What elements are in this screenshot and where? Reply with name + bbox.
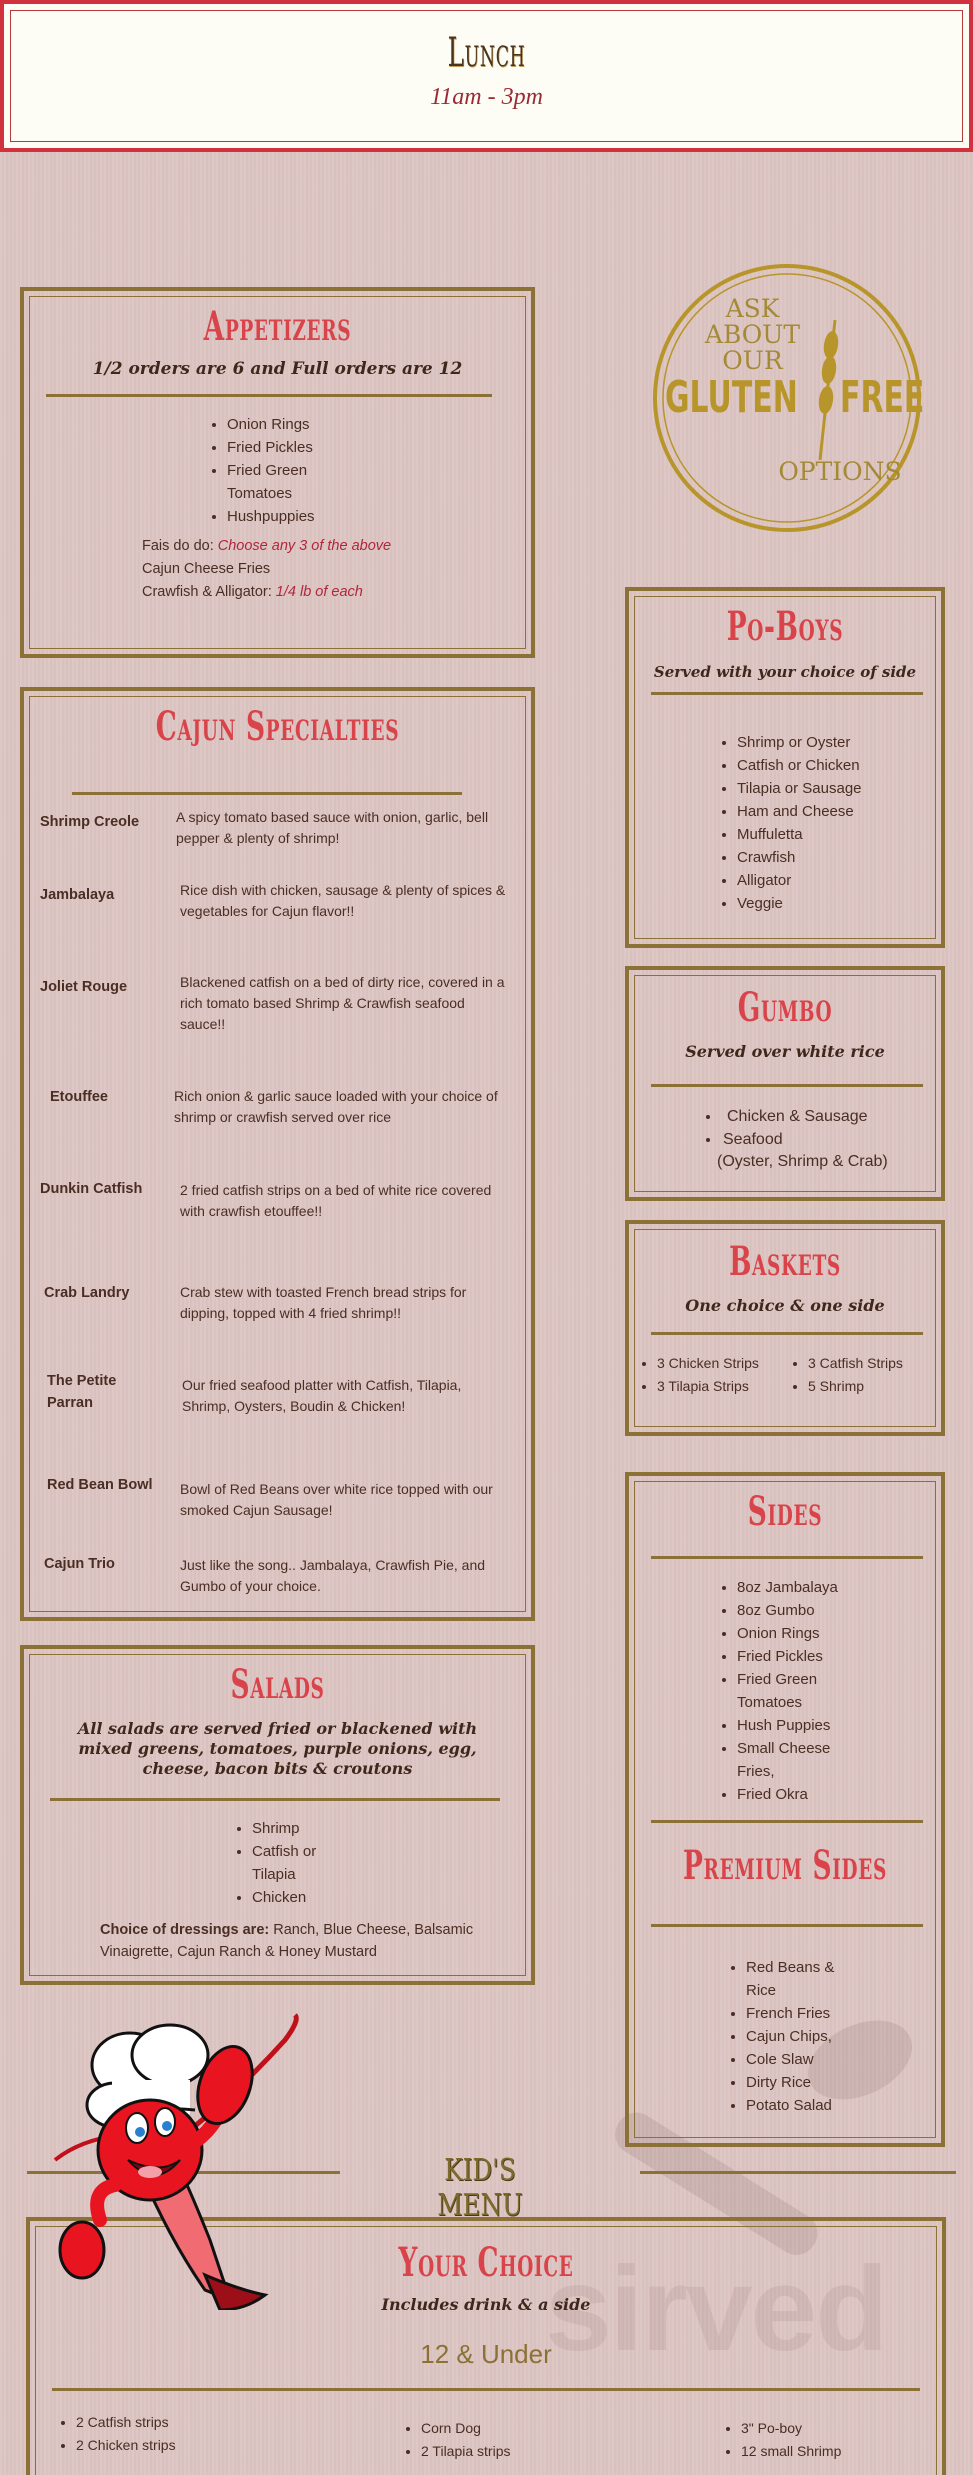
- cajun-specialties-section: [20, 687, 535, 1621]
- list-item: • Fried Green Tomatoes: [737, 1668, 839, 1714]
- kids-menu-heading: KID'S MENU: [437, 2153, 523, 2223]
- item-label: Crawfish & Alligator:: [142, 584, 276, 600]
- section-title: Sides: [747, 1488, 823, 1535]
- appetizers-section: [20, 287, 535, 658]
- baskets-list-col2: [790, 1352, 940, 1398]
- divider: [46, 394, 492, 397]
- divider: [651, 1084, 923, 1087]
- list-item: • Onion Rings: [227, 413, 319, 436]
- badge-line-about: ABOUT: [704, 320, 801, 349]
- dish-name: Cajun Trio: [44, 1556, 115, 1572]
- divider: [50, 1798, 500, 1801]
- list-item: • 8oz Gumbo: [737, 1599, 839, 1622]
- badge-word-gluten: GLUTEN: [665, 372, 798, 423]
- dressings-label: Choice of dressings are:: [100, 1922, 270, 1938]
- gluten-free-badge: [645, 250, 930, 545]
- dish-name: The Petite Parran: [47, 1373, 117, 1411]
- list-item: • 3 Tilapia Strips: [657, 1375, 789, 1398]
- item-note: 1/4 lb of each: [275, 584, 363, 600]
- dish-description: Rice dish with chicken, sausage & plenty of spices & vegetables for Cajun flavor!!: [180, 882, 506, 919]
- sides-list: [719, 1576, 839, 1806]
- list-item: • Cajun Chips,: [746, 2025, 838, 2048]
- list-item: • Onion Rings: [737, 1622, 839, 1645]
- item-label: Chicken & Sausage: [727, 1108, 868, 1125]
- list-item: • Alligator: [737, 869, 899, 892]
- list-item: • 3" Po-boy: [741, 2417, 923, 2440]
- wheat-icon: [817, 320, 840, 460]
- page-title: Lunch: [447, 30, 526, 76]
- list-item: • Fried Pickles: [227, 436, 319, 459]
- dish-name: Red Bean Bowl: [47, 1477, 153, 1493]
- dish-description: Rich onion & garlic sauce loaded with your choice of shrimp or crawfish served over rice: [174, 1088, 498, 1125]
- list-item: • 8oz Jambalaya: [737, 1576, 839, 1599]
- list-item: • Hush Puppies: [737, 1714, 839, 1737]
- item-label: Fais do do:: [142, 538, 218, 554]
- kids-list-col3: [723, 2417, 923, 2463]
- section-title: Cajun Specialties: [155, 703, 400, 750]
- premium-sides-list: [728, 1956, 838, 2117]
- dressings-list: Ranch, Blue Cheese, Balsamic Vinaigrette, Cajun Ranch & Honey Mustard: [100, 1922, 474, 1960]
- divider: [52, 2388, 920, 2391]
- list-item: • Small Cheese Fries,: [737, 1737, 839, 1783]
- salad-list: [234, 1817, 334, 1909]
- section-title: Po-Boys: [726, 603, 844, 650]
- dressings-text: [100, 1919, 480, 1963]
- salads-section: [20, 1645, 535, 1985]
- section-subtitle: Served over white rice: [685, 1042, 885, 1061]
- list-item: • Veggie: [737, 892, 899, 915]
- list-item: • Fried Okra: [737, 1783, 839, 1806]
- list-item: • French Fries: [746, 2002, 838, 2025]
- badge-word-free: FREE: [840, 372, 925, 423]
- watermark: sirved: [545, 2242, 887, 2376]
- list-item: • Muffuletta: [737, 823, 899, 846]
- section-title: Salads: [230, 1661, 325, 1708]
- kids-divider-right: [640, 2171, 956, 2174]
- dish-name: Jambalaya: [40, 887, 115, 903]
- divider: [651, 1332, 923, 1335]
- crawfish-chef-mascot-icon: [40, 2010, 330, 2310]
- kids-list-col1: [58, 2411, 258, 2457]
- list-item: [721, 1128, 903, 1151]
- section-subtitle: One choice & one side: [685, 1296, 885, 1315]
- section-subtitle: Includes drink & a side: [381, 2295, 591, 2314]
- list-item: • Tilapia or Sausage: [737, 777, 899, 800]
- section-title: Baskets: [729, 1238, 841, 1285]
- list-item: • Dirty Rice: [746, 2071, 838, 2094]
- list-item: • 3 Chicken Strips: [657, 1352, 789, 1375]
- divider: [651, 1820, 923, 1823]
- section-title: Appetizers: [203, 303, 352, 350]
- dish-description: Our fried seafood platter with Catfish, Tilapia, Shrimp, Oysters, Boudin & Chicken!: [182, 1377, 462, 1414]
- lunch-header: [0, 0, 973, 152]
- item-label: Cajun Cheese Fries: [142, 561, 271, 577]
- dish-description: Just like the song.. Jambalaya, Crawfish Pie, and Gumbo of your choice.: [180, 1557, 486, 1594]
- fais-do-do-line: [142, 535, 391, 557]
- list-item: • Fried Green Tomatoes: [227, 459, 319, 505]
- list-item: • Potato Salad: [746, 2094, 838, 2117]
- baskets-list-col1: [639, 1352, 789, 1398]
- cheese-fries-line: [142, 558, 270, 580]
- list-item: • Fried Pickles: [737, 1645, 839, 1668]
- list-item: • 3 Catfish Strips: [808, 1352, 940, 1375]
- item-label: Seafood: [723, 1131, 783, 1148]
- kids-age-limit: 12 & Under: [420, 2339, 552, 2369]
- list-item: • Cole Slaw: [746, 2048, 838, 2071]
- item-note: Choose any 3 of the above: [217, 538, 392, 554]
- divider: [72, 792, 462, 795]
- list-item: [721, 1105, 903, 1128]
- dish-name: Shrimp Creole: [40, 814, 140, 830]
- poboy-list: [719, 731, 899, 915]
- list-item: • 2 Tilapia strips: [421, 2440, 603, 2463]
- dish-description: Crab stew with toasted French bread strips for dipping, topped with 4 fried shrimp!!: [180, 1284, 467, 1321]
- list-item: • Corn Dog: [421, 2417, 603, 2440]
- dish-description: Bowl of Red Beans over white rice topped with our smoked Cajun Sausage!: [180, 1481, 493, 1518]
- divider: [651, 1556, 923, 1559]
- list-item: • 2 Chicken strips: [76, 2434, 258, 2457]
- list-item: • Shrimp: [252, 1817, 334, 1840]
- dish-name: Etouffee: [50, 1089, 108, 1105]
- section-title: Your Choice: [398, 2239, 574, 2286]
- sides-section: [625, 1472, 945, 2147]
- dish-description: 2 fried catfish strips on a bed of white rice covered with crawfish etouffee!!: [180, 1182, 492, 1219]
- list-item: • Chicken: [252, 1886, 334, 1909]
- badge-line-options: OPTIONS: [778, 457, 902, 486]
- dish-name: Joliet Rouge: [40, 979, 128, 995]
- poboys-section: [625, 587, 945, 948]
- dish-name: Dunkin Catfish: [40, 1181, 143, 1197]
- section-subtitle: Served with your choice of side: [653, 663, 917, 681]
- divider: [651, 692, 923, 695]
- divider: [651, 1924, 923, 1927]
- list-item: • 2 Catfish strips: [76, 2411, 258, 2434]
- badge-line-ask: ASK: [725, 294, 780, 323]
- section-subtitle: 1/2 orders are 6 and Full orders are 12: [92, 359, 463, 379]
- list-item: • Catfish or Chicken: [737, 754, 899, 777]
- section-subtitle: All salads are served fried or blackened with mixed greens, tomatoes, purple onions, egg, cheese, bacon bits & croutons: [77, 1719, 478, 1778]
- dish-name: Crab Landry: [44, 1285, 130, 1301]
- gumbo-section: [625, 966, 945, 1201]
- dish-description: A spicy tomato based sauce with onion, garlic, bell pepper & plenty of shrimp!: [176, 809, 489, 846]
- list-item: • 12 small Shrimp: [741, 2440, 923, 2463]
- lunch-hours: 11am - 3pm: [430, 84, 543, 110]
- kids-list-col2: [403, 2417, 603, 2463]
- list-item: • Red Beans & Rice: [746, 1956, 838, 2002]
- appetizer-list: [209, 413, 319, 528]
- gumbo-note: (Oyster, Shrimp & Crab): [717, 1153, 888, 1170]
- dish-description: Blackened catfish on a bed of dirty rice, covered in a rich tomato based Shrimp & Crawfish seafood sauce!!: [180, 974, 505, 1032]
- list-item: • Shrimp or Oyster: [737, 731, 899, 754]
- list-item: • Crawfish: [737, 846, 899, 869]
- crawfish-alligator-line: [142, 581, 363, 603]
- badge-line-our: OUR: [722, 346, 783, 375]
- baskets-section: [625, 1220, 945, 1436]
- premium-sides-title: Premium Sides: [683, 1842, 887, 1889]
- list-item: • 5 Shrimp: [808, 1375, 940, 1398]
- list-item: • Ham and Cheese: [737, 800, 899, 823]
- gumbo-list: [703, 1105, 903, 1151]
- section-title: Gumbo: [737, 984, 833, 1031]
- list-item: • Catfish or Tilapia: [252, 1840, 334, 1886]
- list-item: • Hushpuppies: [227, 505, 319, 528]
